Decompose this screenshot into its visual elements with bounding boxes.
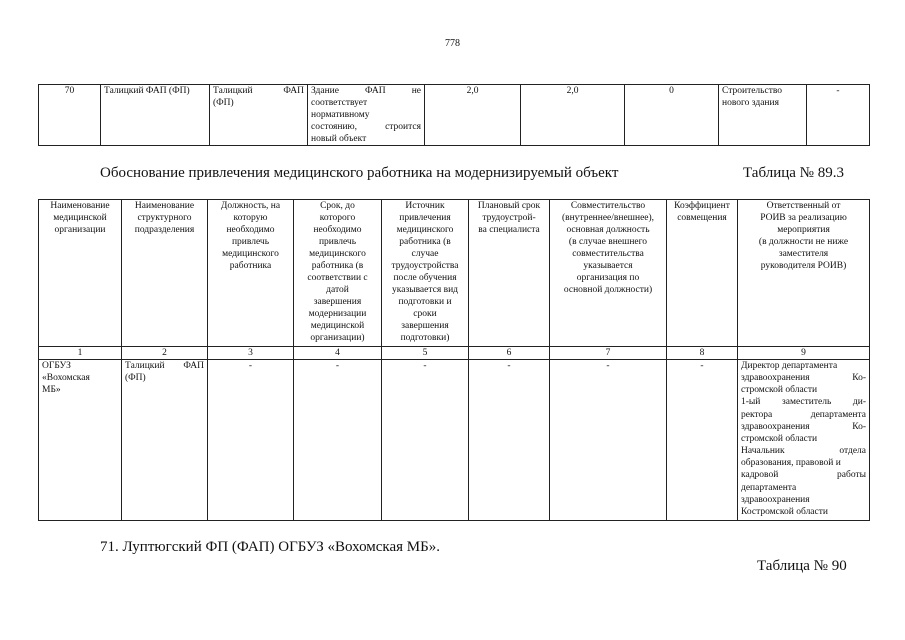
header-cell: Ответственный от РОИВ за реализацию мероприятия (в должности не ниже заместителя руководителя РОИВ) <box>738 200 870 347</box>
table-row <box>39 360 870 521</box>
column-number: 5 <box>382 347 469 360</box>
column-number: 9 <box>738 347 870 360</box>
reason: Здание ФАП не соответствует нормативному состоянию, строится новый объект <box>308 85 425 146</box>
main-table <box>38 199 870 521</box>
header-cell: Наименование медицинской организации <box>39 200 122 347</box>
table-row <box>39 85 870 146</box>
header-cell: Должность, на которую необходимо привлечь медицинского работника <box>208 200 294 347</box>
header-cell: Совместительство (внутреннее/внешнее), основная должность (в случае внешнего совместительства указывается организация по основной должности) <box>550 200 667 347</box>
column-number: 6 <box>469 347 550 360</box>
unit-name: Талицкий ФАП (ФП) <box>122 360 208 521</box>
header-cell: Срок, до которого необходимо привлечь медицинского работника (в соответствии с датой завершения модернизации медицинской организации) <box>294 200 382 347</box>
org-name: ОГБУЗ «Вохомская МБ» <box>39 360 122 521</box>
cell-value: - <box>382 360 469 521</box>
header-cell: Коэффициент совмещения <box>667 200 738 347</box>
column-number: 4 <box>294 347 382 360</box>
responsible-person: Директор департамента здравоохранения Ко- стромской области 1-ый заместитель ди- ректора департамента здравоохранения Ко- стромской области Начальник отдела образования, правовой и кадровой работы департамента здравоохранения Костромской области <box>738 360 870 521</box>
value-2: 2,0 <box>521 85 625 146</box>
action: Строительство нового здания <box>719 85 807 146</box>
value-3: 0 <box>625 85 719 146</box>
header-cell: Источник привлечения медицинского работника (в случае трудоустройства после обучения указывается вид подготовки и сроки завершения подготовки) <box>382 200 469 347</box>
section-title: Обоснование привлечения медицинского работника на модернизируемый объект <box>100 165 619 181</box>
cell-value: - <box>294 360 382 521</box>
org-name: Талицкий ФАП (ФП) <box>101 85 210 146</box>
cell-value: - <box>208 360 294 521</box>
top-table <box>38 84 870 146</box>
table-label: Таблица № 89.3 <box>743 165 844 181</box>
column-number: 3 <box>208 347 294 360</box>
cell-value: - <box>550 360 667 521</box>
header-row <box>39 200 870 347</box>
unit-name: Талицкий ФАП (ФП) <box>210 85 308 146</box>
last-value: - <box>807 85 870 146</box>
column-number: 8 <box>667 347 738 360</box>
column-number-row <box>39 347 870 360</box>
next-section-title: 71. Луптюгский ФП (ФАП) ОГБУЗ «Вохомская МБ». <box>100 539 441 555</box>
value-1: 2,0 <box>425 85 521 146</box>
column-number: 2 <box>122 347 208 360</box>
column-number: 7 <box>550 347 667 360</box>
row-number: 70 <box>39 85 101 146</box>
header-cell: Плановый срок трудоустрой- ва специалиста <box>469 200 550 347</box>
next-table-label: Таблица № 90 <box>757 558 847 574</box>
cell-value: - <box>667 360 738 521</box>
cell-value: - <box>469 360 550 521</box>
header-cell: Наименование структурного подразделения <box>122 200 208 347</box>
page-number: 778 <box>445 38 460 49</box>
column-number: 1 <box>39 347 122 360</box>
